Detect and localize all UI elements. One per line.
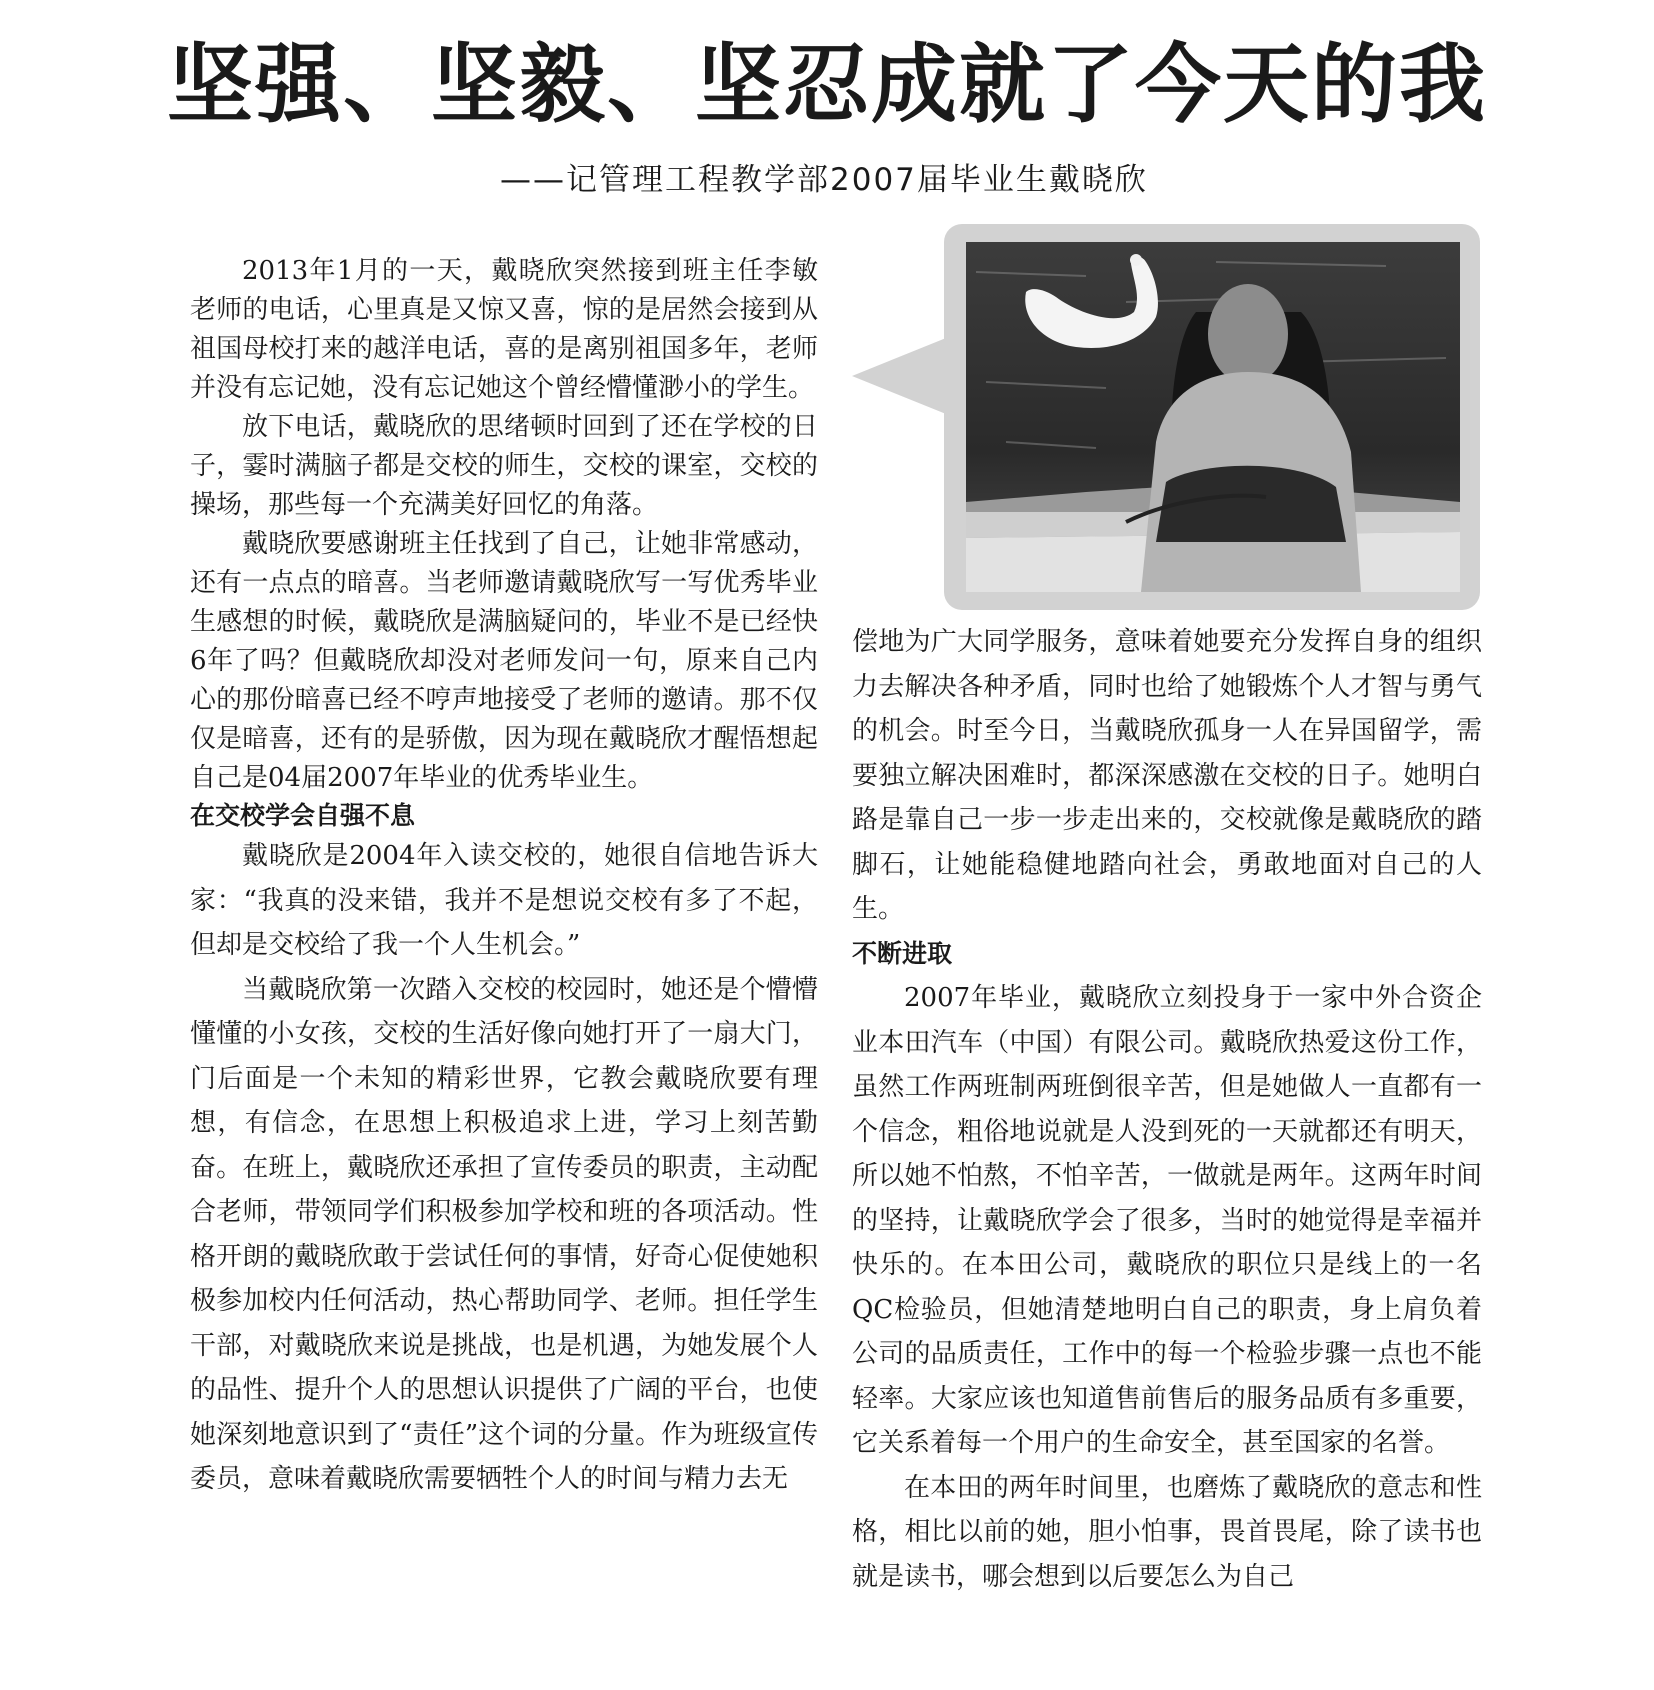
paragraph: 2013年1月的一天，戴晓欣突然接到班主任李敏老师的电话，心里真是又惊又喜，惊的是居然会接到从祖国母校打来的越洋电话，喜的是离别祖国多年，老师并没有忘记她，没有忘记她这个曾经懵懂渺小的学生。: [190, 256, 818, 403]
paragraph: 放下电话，戴晓欣的思绪顿时回到了还在学校的日子，霎时满脑子都是交校的师生，交校的课室，交校的操场，那些每一个充满美好回忆的角落。: [190, 412, 818, 520]
photo-frame-pointer: [852, 338, 946, 414]
paragraph: 戴晓欣要感谢班主任找到了自己，让她非常感动，还有一点点的暗喜。当老师邀请戴晓欣写一写优秀毕业生感想的时候，戴晓欣是满脑疑问的，毕业不是已经快6年了吗？但戴晓欣却没对老师发问一句，原来自己内心的那份暗喜已经不哼声地接受了老师的邀请。那不仅仅是暗喜，还有的是骄傲，因为现在戴晓欣才醒悟想起自己是04届2007年毕业的优秀毕业生。: [190, 529, 818, 793]
right-column: [852, 620, 1482, 1599]
paragraph: 戴晓欣是2004年入读交校的，她很自信地告诉大家：“我真的没来错，我并不是想说交校有多了不起，但却是交校给了我一个人生机会。”: [190, 841, 818, 960]
article-subtitle: ——记管理工程教学部2007届毕业生戴晓欣: [500, 162, 1148, 198]
paragraph: 在本田的两年时间里，也磨炼了戴晓欣的意志和性格，相比以前的她，胆小怕事，畏首畏尾，除了读书也就是读书，哪会想到以后要怎么为自己: [852, 1472, 1482, 1592]
photo-portrait-swan-icon: [966, 242, 1460, 592]
paragraph: 2007年毕业，戴晓欣立刻投身于一家中外合资企业本田汽车（中国）有限公司。戴晓欣热爱这份工作，虽然工作两班制两班倒很辛苦，但是她做人一直都有一个信念，粗俗地说就是人没到死的一天就都还有明天，所以她不怕熬，不怕辛苦，一做就是两年。这两年时间的坚持，让戴晓欣学会了很多，当时的她觉得是幸福并快乐的。在本田公司，戴晓欣的职位只是线上的一名QC检验员，但她清楚地明白自己的职责，身上肩负着公司的品质责任，工作中的每一个检验步骤一点也不能轻率。大家应该也知道售前售后的服务品质有多重要，它关系着每一个用户的生命安全，甚至国家的名誉。: [852, 983, 1482, 1458]
section-heading: 不断进取: [852, 938, 953, 968]
left-column: [190, 252, 818, 1502]
paragraph: 当戴晓欣第一次踏入交校的校园时，她还是个懵懵懂懂的小女孩，交校的生活好像向她打开了一扇大门，门后面是一个未知的精彩世界，它教会戴晓欣要有理想，有信念，在思想上积极追求上进，学习上刻苦勤奋。在班上，戴晓欣还承担了宣传委员的职责，主动配合老师，带领同学们积极参加学校和班的各项活动。性格开朗的戴晓欣敢于尝试任何的事情，好奇心促使她积极参加校内任何活动，热心帮助同学、老师。担任学生干部，对戴晓欣来说是挑战，也是机遇，为她发展个人的品性、提升个人的思想认识提供了广阔的平台，也使她深刻地意识到了“责任”这个词的分量。作为班级宣传委员，意味着戴晓欣需要牺牲个人的时间与精力去无: [190, 974, 818, 1494]
section-heading: 在交校学会自强不息: [190, 801, 416, 830]
article-photo: [966, 242, 1460, 592]
article-title: 坚强、坚毅、坚忍成就了今天的我: [167, 35, 1487, 135]
paragraph: 偿地为广大同学服务，意味着她要充分发挥自身的组织力去解决各种矛盾，同时也给了她锻炼个人才智与勇气的机会。时至今日，当戴晓欣孤身一人在异国留学，需要独立解决困难时，都深深感激在交校的日子。她明白路是靠自己一步一步走出来的，交校就像是戴晓欣的踏脚石，让她能稳健地踏向社会，勇敢地面对自己的人生。: [852, 627, 1482, 924]
